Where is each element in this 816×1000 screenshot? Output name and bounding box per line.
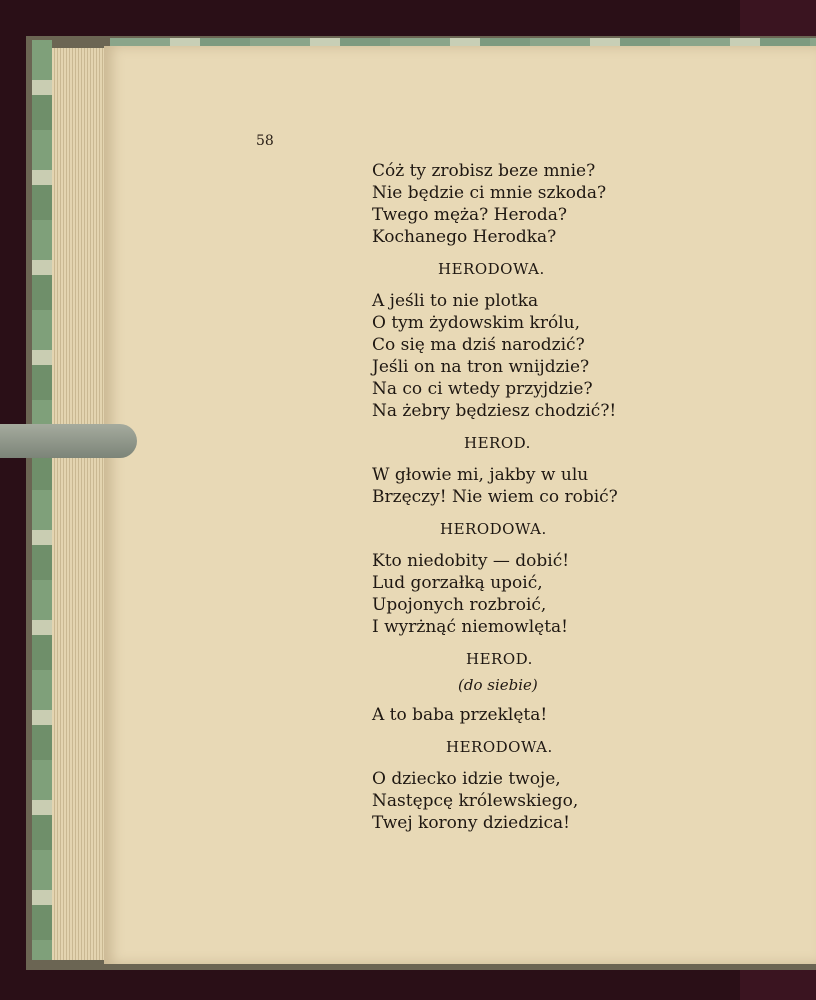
page-number: 58 [256, 133, 274, 149]
verse-line: Następcę królewskiego, [372, 791, 579, 811]
speaker-name: HERODOWA. [446, 738, 553, 756]
speaker-name: HEROD. [464, 434, 531, 452]
verse-line: Upojonych rozbroić, [372, 595, 547, 615]
verse-line: Jeśli on na tron wnijdzie? [372, 357, 590, 377]
verse-line: Co się ma dziś narodzić? [372, 335, 585, 355]
verse-line: O tym żydowskim królu, [372, 313, 580, 333]
verse-line: Cóż ty zrobisz beze mnie? [372, 161, 596, 181]
verse-line: Twej korony dziedzica! [372, 813, 570, 833]
verse-line: O dziecko idzie twoje, [372, 769, 561, 789]
verse-line: I wyrżnąć niemowlęta! [372, 617, 569, 637]
speaker-name: HERODOWA. [440, 520, 547, 538]
verse-line: Lud gorzałką upoić, [372, 573, 543, 593]
verse-line: W głowie mi, jakby w ulu [372, 465, 589, 485]
verse-line: Brzęczy! Nie wiem co robić? [372, 487, 618, 507]
verse-line: Kochanego Herodka? [372, 227, 557, 247]
speaker-name: HERODOWA. [438, 260, 545, 278]
stage-direction: (do siebie) [458, 676, 538, 694]
verse-line: Na żebry będziesz chodzić?! [372, 401, 617, 421]
page-text [372, 160, 672, 834]
verse-line: Na co ci wtedy przyjdzie? [372, 379, 593, 399]
page-edges [52, 48, 110, 960]
verse-line: Kto niedobity — dobić! [372, 551, 570, 571]
cover-pattern [32, 40, 52, 960]
verse-line: A to baba przeklęta! [372, 705, 548, 725]
verse-line: A jeśli to nie plotka [372, 291, 539, 311]
verse-line: Twego męża? Heroda? [372, 205, 568, 225]
verse-line: Nie będzie ci mnie szkoda? [372, 183, 607, 203]
speaker-name: HEROD. [466, 650, 533, 668]
bookmark-ribbon [0, 424, 137, 458]
